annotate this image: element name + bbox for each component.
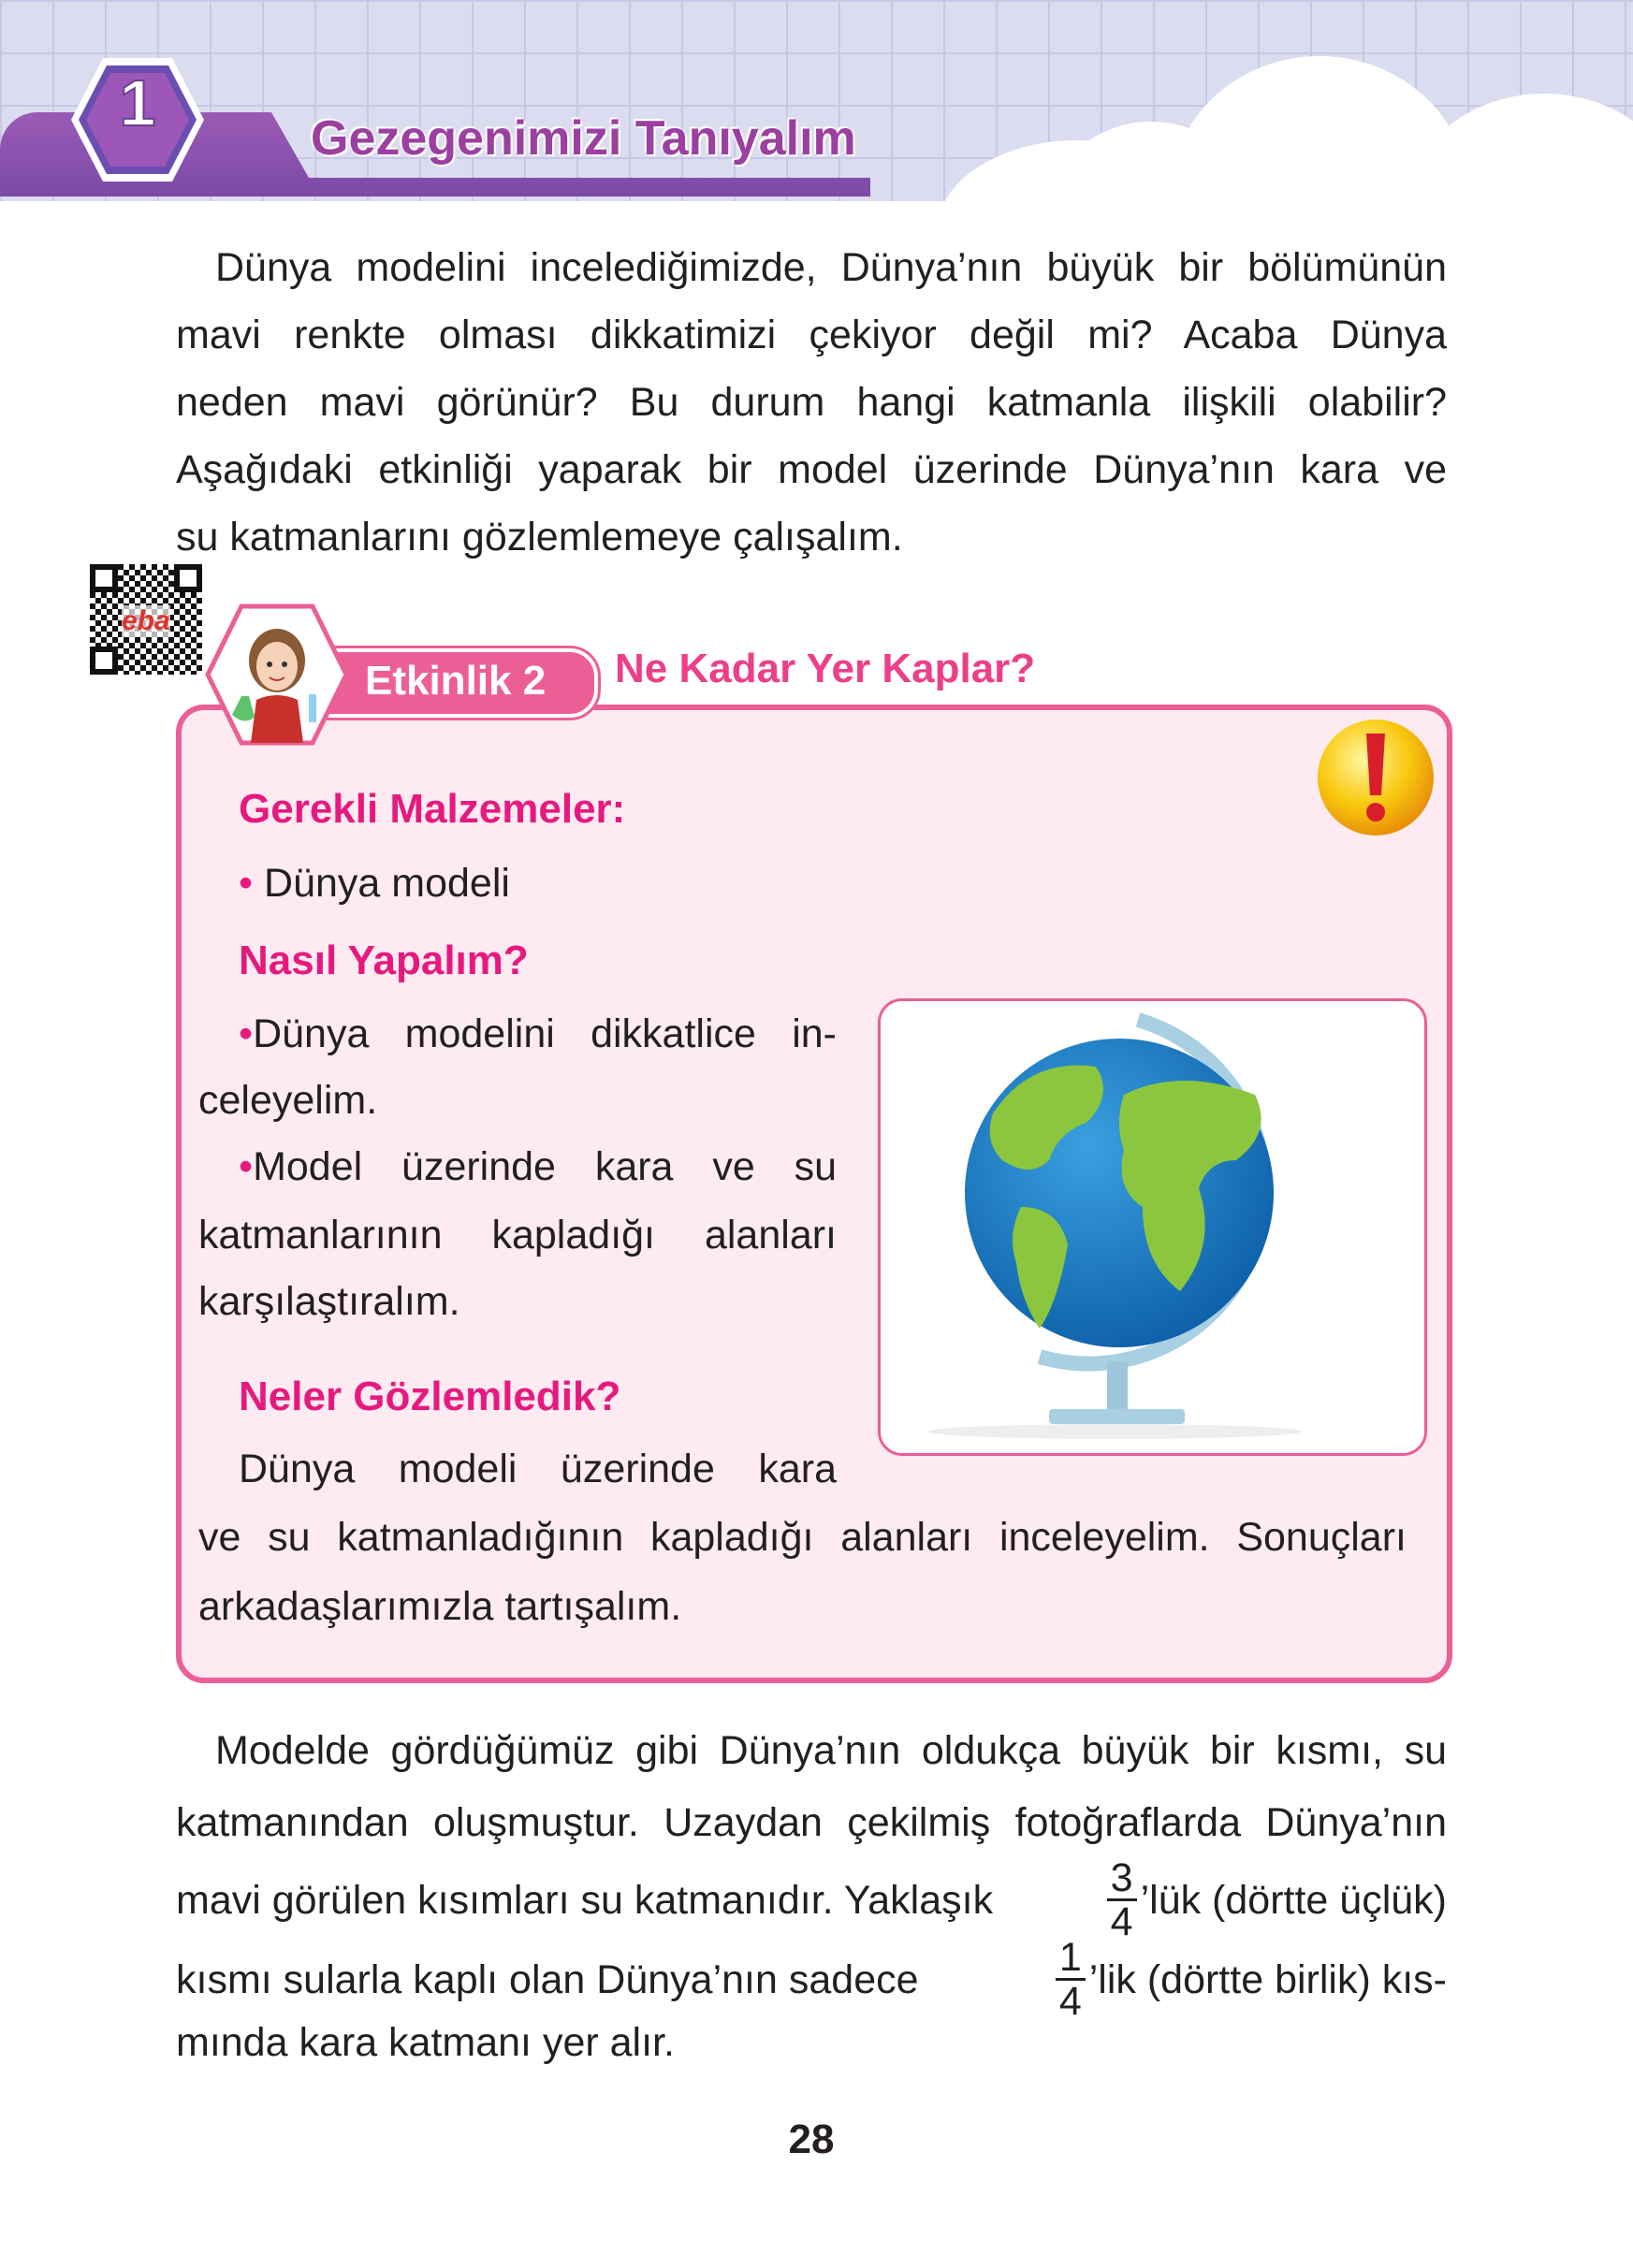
activity-tab (318, 648, 598, 718)
fraction-one-quarter (1056, 1937, 1086, 2022)
page-number: 28 (788, 2116, 835, 2162)
howto-line (239, 1006, 837, 1062)
chapter-title: Gezegenimizi Tanıyalım (311, 111, 856, 166)
materials-item (239, 855, 510, 911)
globe-image-frame (878, 998, 1427, 1456)
chapter-header (0, 0, 1633, 201)
conclusion-line: katmanından oluşmuştur. Uzaydan çekilmiş fotoğraflarda Dünya’nın (176, 1800, 1447, 1845)
howto-line: katmanlarının kapladığı alanları (198, 1213, 837, 1258)
observe-line: ve su katmanladığının kapladığı alanları inceleyelim. Sonuçları (198, 1515, 1407, 1560)
intro-line: mavi renkte olması dikkatimizi çekiyor değil mi? Acaba Dünya (176, 313, 1447, 357)
eba-logo: eba (122, 605, 170, 636)
intro-line: Aşağıdaki etkinliği yaparak bir model üzerinde Dünya’nın kara ve (176, 447, 1447, 492)
howto-line (239, 1139, 837, 1195)
conclusion-line: Modelde gördüğümüz gibi Dünya’nın oldukça büyük bir kısmı, su (215, 1728, 1447, 1773)
fraction-three-quarters (1107, 1857, 1137, 1942)
qr-code[interactable] (90, 564, 202, 675)
observe-line: arkadaşlarımızla tartışalım. (198, 1584, 682, 1629)
observe-heading: Neler Gözlemledik? (239, 1374, 621, 1419)
intro-line: neden mavi görünür? Bu durum hangi katmanla ilişkili olabilir? (176, 380, 1447, 425)
howto-text: Model üzerinde kara ve su (253, 1144, 837, 1189)
conclusion-text: ’lük (dörtte üçlük) (1140, 1877, 1447, 1923)
conclusion-line (176, 1857, 1447, 1942)
howto-heading: Nasıl Yapalım? (239, 938, 529, 983)
unit-number: 1 (119, 66, 156, 139)
conclusion-line (176, 1937, 1447, 2022)
materials-heading: Gerekli Malzemeler: (239, 786, 626, 832)
girl-scientist-avatar (204, 603, 350, 747)
activity-tab-label: Etkinlik 2 (365, 658, 547, 704)
intro-line: Dünya modelini incelediğimizde, Dünya’nın büyük bir bölümünün (215, 245, 1447, 290)
exclamation-icon (1315, 717, 1436, 838)
denominator: 4 (1110, 1899, 1133, 1944)
bullet: • (239, 1144, 254, 1189)
numerator: 1 (1056, 1937, 1086, 1981)
intro-line: su katmanlarını gözlemlemeye çalışalım. (176, 515, 903, 560)
bullet: • (239, 861, 254, 906)
denominator: 4 (1058, 1979, 1082, 2024)
globe-illustration (881, 1001, 1424, 1453)
materials-item-text: Dünya modeli (264, 861, 510, 906)
conclusion-text: kısmı sularla kaplı olan Dünya’nın sadece (176, 1956, 919, 2002)
numerator: 3 (1107, 1857, 1137, 1901)
howto-line: karşılaştıralım. (198, 1279, 460, 1324)
bullet: • (239, 1011, 254, 1056)
conclusion-line: mında kara katmanı yer alır. (176, 2020, 675, 2065)
howto-line: celeyelim. (198, 1078, 378, 1123)
activity-title: Ne Kadar Yer Kaplar? (615, 646, 1036, 691)
conclusion-text: ’lik (dörtte birlik) kıs- (1088, 1956, 1447, 2002)
observe-line: Dünya modeli üzerinde kara (239, 1447, 837, 1491)
howto-text: Dünya modelini dikkatlice in- (253, 1011, 837, 1056)
conclusion-text: mavi görülen kısımları su katmanıdır. Yaklaşık (176, 1877, 994, 1923)
